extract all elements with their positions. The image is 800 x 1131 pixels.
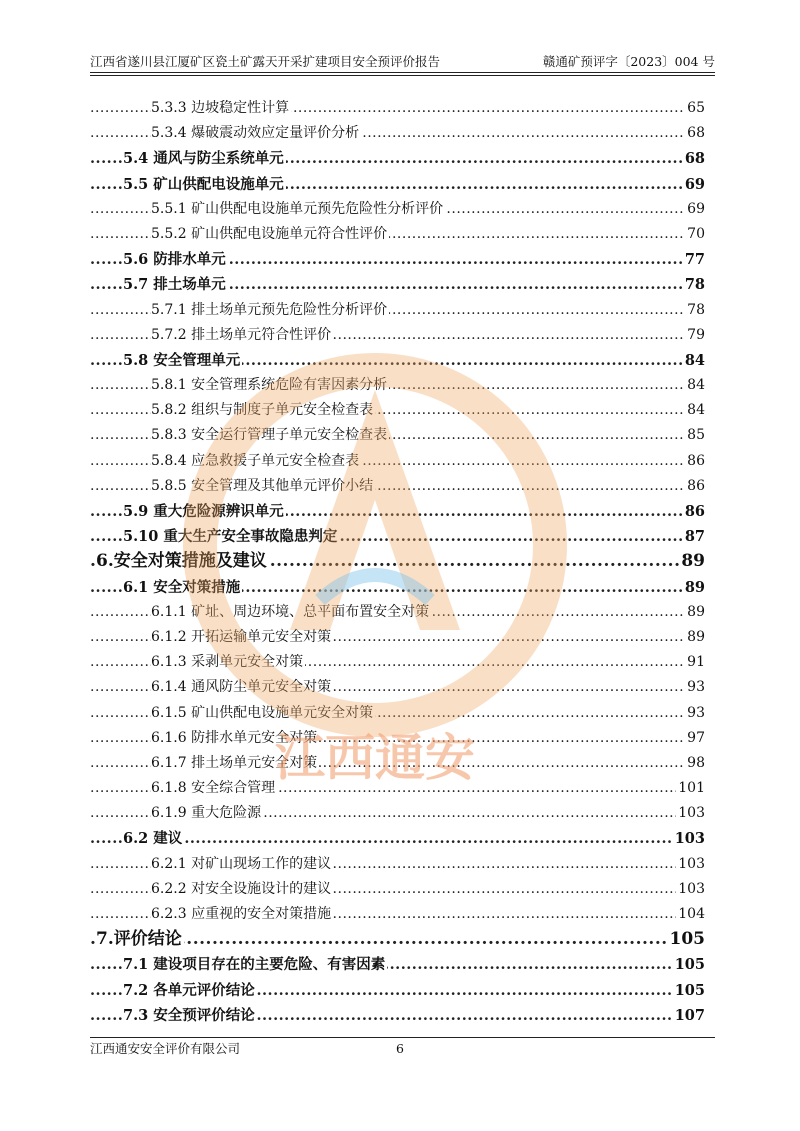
toc-entry-title: 7.1 建设项目存在的主要危险、有害因素 [123,956,386,974]
toc-entry-page: 105 [673,978,705,1003]
toc-entry[interactable] [90,348,705,373]
toc-entry-title: 5.3.3 边坡稳定性计算 [151,100,290,116]
toc-entry-title: 5.8.5 安全管理及其他单元评价小结 [151,477,374,494]
toc-entry[interactable] [90,197,705,222]
toc-entry[interactable] [90,625,705,650]
toc-entry-page: 86 [685,449,705,474]
toc-entry-page: 103 [676,801,705,826]
toc-entry-page: 79 [685,323,705,348]
toc-entry-page: 89 [685,625,705,650]
toc-entry-page: 89 [679,549,705,574]
toc-entry-title: 6.1.6 防排水单元安全对策 [151,729,318,746]
toc-entry-page: 107 [673,1003,705,1028]
footer-divider [90,1037,715,1038]
toc-entry[interactable] [90,927,705,952]
toc-entry-title: 6.1.7 排土场单元安全对策 [151,754,318,771]
toc-entry[interactable] [90,272,705,297]
toc-entry-title: 5.8.3 安全运行管理子单元安全检查表 [151,427,388,444]
toc-entry[interactable] [90,172,705,197]
toc-entry[interactable] [90,801,705,826]
toc-entry[interactable] [90,600,705,625]
toc-entry-title: 5.10 重大生产安全事故隐患判定 [123,528,338,546]
toc-entry[interactable] [90,121,705,146]
toc-entry-title: 5.4 通风与防尘系统单元 [123,150,284,168]
toc-entry-page: 70 [685,222,705,247]
toc-entry-page: 89 [685,600,705,625]
toc-entry[interactable] [90,373,705,398]
toc-entry[interactable] [90,675,705,700]
toc-entry-page: 103 [673,826,705,851]
toc-entry-title: 6.1.1 矿址、周边环境、总平面布置安全对策 [151,603,430,620]
toc-entry[interactable] [90,449,705,474]
toc-entry-title: 5.3.4 爆破震动效应定量评价分析 [151,125,360,142]
table-of-contents [90,96,705,1028]
toc-entry-title: 6.1.8 安全综合管理 [151,780,276,797]
toc-entry[interactable] [90,398,705,423]
toc-entry[interactable] [90,549,705,574]
toc-entry[interactable] [90,978,705,1003]
toc-entry-page: 77 [683,247,705,272]
toc-entry[interactable] [90,726,705,751]
toc-entry[interactable] [90,776,705,801]
toc-entry-page: 84 [683,348,705,373]
toc-entry[interactable] [90,650,705,675]
toc-entry-page: 86 [685,474,705,499]
toc-entry-page: 68 [685,121,705,146]
toc-entry[interactable] [90,524,705,549]
toc-entry-title: 5.9 重大危险源辨识单元 [123,503,284,520]
toc-entry-title: 7.评价结论 [96,929,182,950]
watermark-main-text: 江西通安 [275,729,475,787]
toc-entry-page: 105 [668,927,706,952]
toc-entry-page: 103 [676,852,705,877]
toc-entry-page: 85 [685,423,705,448]
toc-entry-title: 6.2.1 对矿山现场工作的建议 [151,855,332,872]
toc-entry-title: 5.5.2 矿山供配电设施单元符合性评价 [151,225,388,242]
toc-entry-page: 78 [685,298,705,323]
toc-entry-title: 5.5.1 矿山供配电设施单元预先危险性分析评价 [151,200,444,217]
toc-entry-title: 5.5 矿山供配电设施单元 [123,175,284,193]
toc-entry-title: 6.2.3 应重视的安全对策措施 [151,906,332,922]
toc-entry[interactable] [90,474,705,499]
page-header [90,54,715,70]
toc-entry-title: 6.2 建议 [123,830,183,848]
toc-entry[interactable] [90,323,705,348]
header-divider [90,72,715,73]
toc-entry-page: 105 [673,952,705,977]
toc-entry[interactable] [90,298,705,323]
toc-entry-page: 69 [685,197,705,222]
toc-entry-page: 65 [685,96,705,121]
header-report-number: 赣通矿预评字〔2023〕004 号 [542,54,715,69]
toc-entry[interactable] [90,423,705,448]
toc-entry-title: 6.1 安全对策措施 [123,578,241,596]
page-footer [90,1041,715,1057]
toc-entry-page: 97 [685,726,705,751]
toc-entry[interactable] [90,1003,705,1028]
toc-entry[interactable] [90,96,705,121]
toc-entry-title: 5.7.1 排土场单元预先危险性分析评价 [151,301,388,318]
toc-entry-title: 6.1.2 开拓运输单元安全对策 [151,628,332,645]
toc-entry[interactable] [90,247,705,272]
toc-entry-title: 5.8.2 组织与制度子单元安全检查表 [151,402,374,419]
toc-entry[interactable] [90,826,705,851]
page-number: 6 [396,1041,404,1056]
toc-entry-title: 7.3 安全预评价结论 [123,1006,255,1024]
toc-entry-page: 93 [685,675,705,700]
toc-entry[interactable] [90,952,705,977]
toc-entry[interactable] [90,575,705,600]
toc-entry-title: 5.8 安全管理单元 [123,351,241,369]
toc-entry[interactable] [90,877,705,902]
toc-entry-title: 5.7 排土场单元 [123,276,226,294]
toc-entry-title: 6.1.4 通风防尘单元安全对策 [151,679,332,696]
toc-entry-title: 6.安全对策措施及建议 [96,551,267,572]
toc-entry[interactable] [90,499,705,524]
toc-entry-page: 104 [676,902,705,927]
toc-entry-page: 101 [676,776,705,801]
toc-entry-page: 69 [683,172,705,197]
toc-entry-page: 68 [683,146,705,171]
toc-entry-title: 5.7.2 排土场单元符合性评价 [151,326,332,343]
toc-entry-page: 89 [683,575,705,600]
toc-entry-page: 93 [685,701,705,726]
toc-entry-page: 91 [685,650,705,675]
toc-entry[interactable] [90,222,705,247]
toc-entry-title: 6.1.5 矿山供配电设施单元安全对策 [151,704,374,721]
toc-entry-title: 6.1.3 采剥单元安全对策 [151,654,304,671]
header-divider-double [90,75,715,76]
toc-entry-page: 86 [683,499,705,524]
toc-entry-page: 103 [676,877,705,902]
toc-entry[interactable] [90,852,705,877]
toc-entry-title: 5.6 防排水单元 [123,251,226,269]
toc-entry-page: 84 [685,398,705,423]
toc-entry-title: 6.1.9 重大危险源 [151,805,262,822]
toc-entry[interactable] [90,751,705,776]
footer-company: 江西通安安全评价有限公司 [90,1041,241,1056]
toc-entry[interactable] [90,701,705,726]
toc-entry-page: 87 [683,524,705,549]
toc-entry[interactable] [90,146,705,171]
toc-entry-title: 5.8.1 安全管理系统危险有害因素分析 [151,377,388,394]
toc-entry[interactable] [90,902,705,927]
toc-entry-title: 5.8.4 应急救援子单元安全检查表 [151,452,360,469]
toc-entry-page: 84 [685,373,705,398]
toc-entry-page: 98 [685,751,705,776]
toc-entry-title: 6.2.2 对安全设施设计的建议 [151,880,332,897]
toc-entry-title: 7.2 各单元评价结论 [123,981,255,999]
header-report-title: 江西省遂川县江厦矿区瓷土矿露天开采扩建项目安全预评价报告 [90,54,441,69]
toc-entry-page: 78 [683,272,705,297]
